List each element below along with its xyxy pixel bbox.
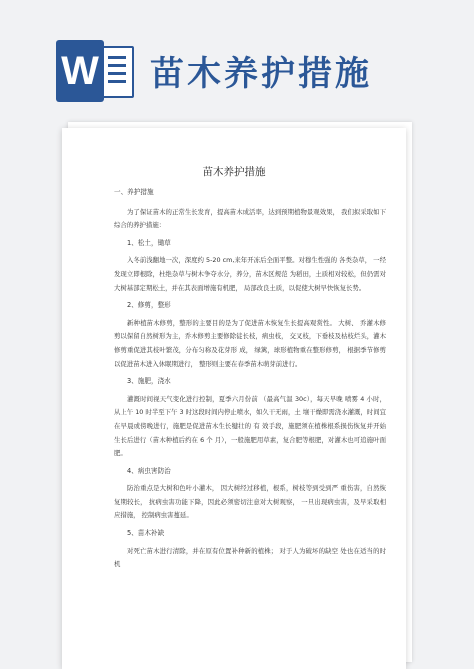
doc-line <box>108 64 126 67</box>
doc-line <box>108 56 126 59</box>
document-page <box>62 128 406 669</box>
word-badge: W <box>56 40 104 102</box>
document-body <box>114 186 386 572</box>
doc-line <box>108 80 126 83</box>
item-paragraph-1: 入冬前浅翻地一次，深度约 5-20 cm,来年开冻后全面平整。对穆生性强的 各类杂草， 一经发现立即根除，杜绝杂草与树木争夺水分，养分，苗木区规范 为稻田，土质相对较松，但仍需对大树基部定期松土，并在其表面增施有机肥， 局部改良土质，以促使大树早快恢复长势。 <box>114 256 386 292</box>
banner-title: 苗木养护措施 <box>150 54 372 94</box>
item-heading-2: 2、修剪，整形 <box>127 301 171 310</box>
item-heading-5: 5、苗木补缺 <box>127 529 165 538</box>
document-title: 苗木养护措施 <box>202 166 266 178</box>
item-paragraph-3: 灌溉时间视天气变化进行控制，夏季六月份前 （最高气温 30c），每天早晚 喷雾 4 小时，从上午 10 时半至下午 3 时这段时间内停止喷水，如久干无雨，土 壤干燥即需浇水灌溉，时间宜在早晨或傍晚进行，施肥是促进苗木生长犍壮的 有 效手段，施肥须在植株根系损伤恢复并开始生长后进行（苗木种植后约在 6 个 月），一般施肥用草素，复合肥等根肥，对灌木也可追施叶面肥。 <box>114 394 386 458</box>
item-paragraph-5: 对死亡苗木进行清除，并在原有位置补种新的植株； 对于人为破坏的缺空 处也在适当的时机 <box>114 546 386 569</box>
section-heading: 一、养护措施 <box>114 188 154 196</box>
item-heading-4: 4、病虫害防治 <box>127 466 171 475</box>
intro-paragraph: 为了保证苗木的正常生长发育，提高苗木成活率，达到预期植物景观效果， 我们拟采取如下综合的养护措施： <box>114 207 386 230</box>
word-doc-icon <box>56 40 136 104</box>
item-paragraph-4: 防治重点是大树和色叶小灌木， 因大树经过移植，根系，树枝等到受到严 重伤害，自然恢复期较长， 抗病虫害功能下降，因此必须密切注意对大树观察， 一旦出现病虫害，及早采取相应措施， 控制病虫害蔓延。 <box>114 484 386 520</box>
item-paragraph-2: 新种植苗木修剪，整形的主要目的是为了促进苗木恢复生长提高观赏性。 大树、 乔灌木修剪以保留自然树形为主，乔木修剪主要修除徒长枝，病虫枝， 交叉枝，下垂枝及枯枝烂头，灌木修剪重促进其枝叶繁茂，分布匀称及花芽形 成， 绿篱，球形植物重在整形修剪， 根据季节修剪以促进苗木进入休眠期进行， 整形则主要在春季苗木萌芽前进行。 <box>114 318 386 368</box>
banner <box>0 0 474 108</box>
doc-line <box>108 72 126 75</box>
item-heading-1: 1、松土，锄草 <box>127 238 171 247</box>
item-heading-3: 3、施肥，浇水 <box>127 377 171 386</box>
